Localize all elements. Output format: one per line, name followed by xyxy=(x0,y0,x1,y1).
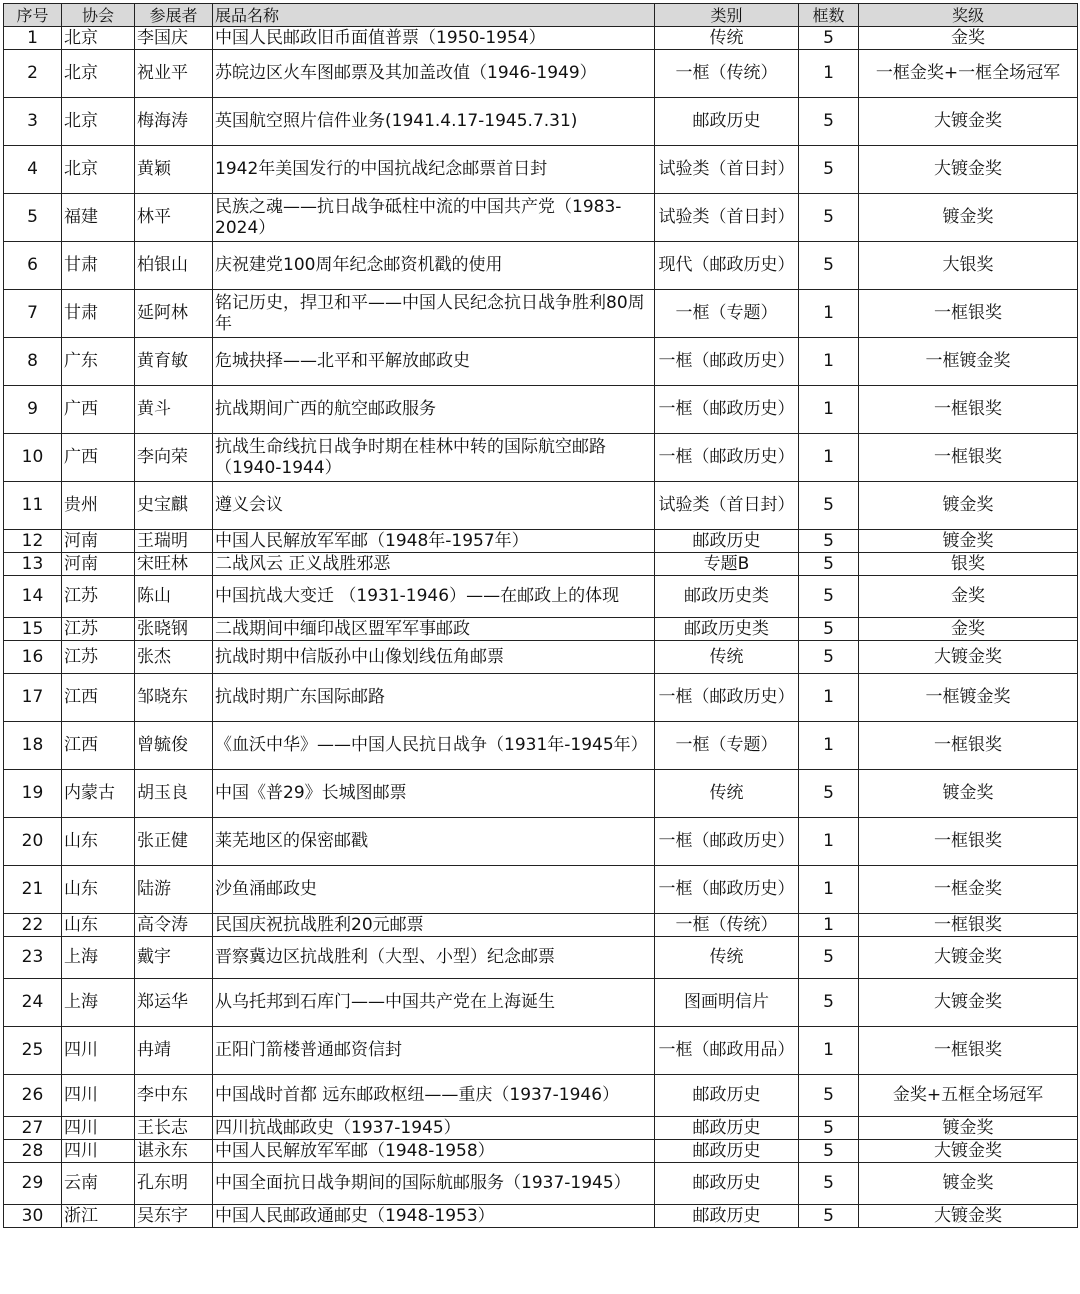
table-row xyxy=(4,576,1078,618)
cell-award: 金奖+五框全场冠军 xyxy=(859,1075,1078,1117)
table-row xyxy=(4,242,1078,290)
cell-exhibit-title: 中国全面抗日战争期间的国际航邮服务（1937-1945） xyxy=(213,1163,655,1205)
cell-index: 9 xyxy=(4,386,62,434)
cell-category: 一框（邮政历史） xyxy=(655,434,799,482)
cell-exhibit-title: 庆祝建党100周年纪念邮资机戳的使用 xyxy=(213,242,655,290)
cell-association: 广西 xyxy=(62,386,135,434)
cell-index: 28 xyxy=(4,1140,62,1163)
cell-index: 19 xyxy=(4,770,62,818)
cell-association: 四川 xyxy=(62,1117,135,1140)
header-frames: 框数 xyxy=(799,4,859,27)
cell-category: 一框（专题） xyxy=(655,290,799,338)
cell-index: 20 xyxy=(4,818,62,866)
cell-index: 11 xyxy=(4,482,62,530)
table-row xyxy=(4,979,1078,1027)
cell-association: 江西 xyxy=(62,674,135,722)
cell-frames: 5 xyxy=(799,576,859,618)
cell-category: 邮政历史 xyxy=(655,1205,799,1228)
cell-award: 镀金奖 xyxy=(859,770,1078,818)
cell-category: 邮政历史 xyxy=(655,1140,799,1163)
cell-frames: 5 xyxy=(799,146,859,194)
cell-award: 镀金奖 xyxy=(859,1163,1078,1205)
cell-frames: 1 xyxy=(799,434,859,482)
table-row xyxy=(4,1163,1078,1205)
cell-association: 江苏 xyxy=(62,576,135,618)
cell-exhibit-title: 中国战时首都 远东邮政枢纽——重庆（1937-1946） xyxy=(213,1075,655,1117)
cell-index: 30 xyxy=(4,1205,62,1228)
cell-award: 一框金奖+一框全场冠军 xyxy=(859,50,1078,98)
cell-frames: 5 xyxy=(799,1117,859,1140)
table-row xyxy=(4,290,1078,338)
cell-award: 一框银奖 xyxy=(859,818,1078,866)
cell-category: 邮政历史类 xyxy=(655,576,799,618)
cell-exhibit-title: 中国人民邮政旧币面值普票（1950-1954） xyxy=(213,27,655,50)
cell-award: 一框镀金奖 xyxy=(859,338,1078,386)
cell-index: 13 xyxy=(4,553,62,576)
table-row xyxy=(4,866,1078,914)
cell-award: 大银奖 xyxy=(859,242,1078,290)
cell-exhibitor: 谌永东 xyxy=(135,1140,213,1163)
cell-award: 大镀金奖 xyxy=(859,146,1078,194)
cell-frames: 1 xyxy=(799,50,859,98)
cell-award: 大镀金奖 xyxy=(859,1140,1078,1163)
table-row xyxy=(4,818,1078,866)
cell-exhibit-title: 铭记历史，捍卫和平——中国人民纪念抗日战争胜利80周年 xyxy=(213,290,655,338)
cell-award: 金奖 xyxy=(859,576,1078,618)
cell-frames: 5 xyxy=(799,641,859,674)
cell-exhibit-title: 民族之魂——抗日战争砥柱中流的中国共产党（1983-2024） xyxy=(213,194,655,242)
cell-award: 大镀金奖 xyxy=(859,979,1078,1027)
table-row xyxy=(4,194,1078,242)
cell-exhibitor: 史宝麒 xyxy=(135,482,213,530)
cell-category: 邮政历史 xyxy=(655,1075,799,1117)
cell-category: 一框（邮政历史） xyxy=(655,818,799,866)
cell-index: 4 xyxy=(4,146,62,194)
cell-index: 25 xyxy=(4,1027,62,1075)
cell-association: 浙江 xyxy=(62,1205,135,1228)
cell-association: 江苏 xyxy=(62,641,135,674)
cell-exhibit-title: 从乌托邦到石库门——中国共产党在上海诞生 xyxy=(213,979,655,1027)
cell-association: 江西 xyxy=(62,722,135,770)
cell-exhibitor: 陆游 xyxy=(135,866,213,914)
cell-association: 上海 xyxy=(62,979,135,1027)
cell-index: 16 xyxy=(4,641,62,674)
cell-frames: 5 xyxy=(799,618,859,641)
cell-exhibit-title: 抗战期间广西的航空邮政服务 xyxy=(213,386,655,434)
cell-category: 试验类（首日封） xyxy=(655,146,799,194)
cell-exhibit-title: 危城抉择——北平和平解放邮政史 xyxy=(213,338,655,386)
cell-award: 金奖 xyxy=(859,27,1078,50)
cell-association: 内蒙古 xyxy=(62,770,135,818)
table-row xyxy=(4,553,1078,576)
cell-frames: 5 xyxy=(799,1163,859,1205)
table-row xyxy=(4,914,1078,937)
cell-frames: 1 xyxy=(799,290,859,338)
cell-exhibitor: 邹晓东 xyxy=(135,674,213,722)
cell-award: 一框银奖 xyxy=(859,1027,1078,1075)
cell-exhibit-title: 二战期间中缅印战区盟军军事邮政 xyxy=(213,618,655,641)
cell-exhibitor: 梅海涛 xyxy=(135,98,213,146)
cell-exhibitor: 郑运华 xyxy=(135,979,213,1027)
cell-index: 5 xyxy=(4,194,62,242)
cell-exhibit-title: 中国人民解放军军邮（1948-1958） xyxy=(213,1140,655,1163)
table-row xyxy=(4,641,1078,674)
cell-association: 四川 xyxy=(62,1075,135,1117)
cell-frames: 5 xyxy=(799,1205,859,1228)
cell-award: 一框银奖 xyxy=(859,434,1078,482)
header-exhibitor: 参展者 xyxy=(135,4,213,27)
cell-frames: 5 xyxy=(799,530,859,553)
cell-frames: 1 xyxy=(799,674,859,722)
cell-index: 7 xyxy=(4,290,62,338)
header-exhibit-title: 展品名称 xyxy=(213,4,655,27)
table-row xyxy=(4,50,1078,98)
cell-frames: 1 xyxy=(799,338,859,386)
table-row xyxy=(4,530,1078,553)
cell-index: 10 xyxy=(4,434,62,482)
cell-award: 一框银奖 xyxy=(859,722,1078,770)
cell-exhibit-title: 抗战生命线抗日战争时期在桂林中转的国际航空邮路（1940-1944） xyxy=(213,434,655,482)
cell-category: 现代（邮政历史） xyxy=(655,242,799,290)
cell-exhibit-title: 1942年美国发行的中国抗战纪念邮票首日封 xyxy=(213,146,655,194)
table-row xyxy=(4,1205,1078,1228)
header-row xyxy=(4,4,1078,27)
cell-exhibit-title: 《血沃中华》——中国人民抗日战争（1931年-1945年） xyxy=(213,722,655,770)
cell-exhibitor: 王瑞明 xyxy=(135,530,213,553)
cell-exhibit-title: 中国人民邮政通邮史（1948-1953） xyxy=(213,1205,655,1228)
header-association: 协会 xyxy=(62,4,135,27)
cell-exhibitor: 祝业平 xyxy=(135,50,213,98)
header-index: 序号 xyxy=(4,4,62,27)
cell-association: 山东 xyxy=(62,818,135,866)
cell-exhibitor: 黄育敏 xyxy=(135,338,213,386)
cell-frames: 5 xyxy=(799,27,859,50)
cell-category: 传统 xyxy=(655,641,799,674)
cell-association: 广东 xyxy=(62,338,135,386)
cell-category: 邮政历史 xyxy=(655,1163,799,1205)
cell-category: 一框（邮政历史） xyxy=(655,338,799,386)
cell-association: 山东 xyxy=(62,914,135,937)
cell-exhibit-title: 沙鱼涌邮政史 xyxy=(213,866,655,914)
cell-exhibit-title: 莱芜地区的保密邮戳 xyxy=(213,818,655,866)
cell-award: 大镀金奖 xyxy=(859,98,1078,146)
cell-award: 一框银奖 xyxy=(859,914,1078,937)
cell-award: 金奖 xyxy=(859,618,1078,641)
cell-category: 传统 xyxy=(655,27,799,50)
cell-association: 北京 xyxy=(62,27,135,50)
cell-frames: 1 xyxy=(799,722,859,770)
cell-category: 一框（邮政用品） xyxy=(655,1027,799,1075)
cell-index: 12 xyxy=(4,530,62,553)
cell-exhibit-title: 二战风云 正义战胜邪恶 xyxy=(213,553,655,576)
cell-exhibitor: 李向荣 xyxy=(135,434,213,482)
cell-category: 邮政历史类 xyxy=(655,618,799,641)
cell-award: 银奖 xyxy=(859,553,1078,576)
cell-exhibit-title: 中国人民解放军军邮（1948年-1957年） xyxy=(213,530,655,553)
cell-index: 17 xyxy=(4,674,62,722)
cell-category: 邮政历史 xyxy=(655,98,799,146)
table-row xyxy=(4,434,1078,482)
table-row xyxy=(4,722,1078,770)
cell-award: 大镀金奖 xyxy=(859,641,1078,674)
cell-award: 镀金奖 xyxy=(859,194,1078,242)
cell-exhibitor: 高令涛 xyxy=(135,914,213,937)
cell-frames: 5 xyxy=(799,770,859,818)
cell-category: 一框（邮政历史） xyxy=(655,674,799,722)
cell-exhibitor: 李国庆 xyxy=(135,27,213,50)
cell-index: 22 xyxy=(4,914,62,937)
cell-association: 河南 xyxy=(62,530,135,553)
cell-exhibitor: 张杰 xyxy=(135,641,213,674)
cell-association: 四川 xyxy=(62,1140,135,1163)
cell-association: 北京 xyxy=(62,98,135,146)
cell-exhibit-title: 抗战时期中信版孙中山像划线伍角邮票 xyxy=(213,641,655,674)
cell-award: 一框银奖 xyxy=(859,386,1078,434)
cell-frames: 1 xyxy=(799,818,859,866)
cell-association: 甘肃 xyxy=(62,290,135,338)
cell-index: 18 xyxy=(4,722,62,770)
cell-frames: 1 xyxy=(799,866,859,914)
cell-association: 广西 xyxy=(62,434,135,482)
cell-exhibit-title: 抗战时期广东国际邮路 xyxy=(213,674,655,722)
table-row xyxy=(4,338,1078,386)
cell-association: 河南 xyxy=(62,553,135,576)
cell-category: 专题B xyxy=(655,553,799,576)
cell-frames: 5 xyxy=(799,979,859,1027)
cell-index: 27 xyxy=(4,1117,62,1140)
table-row xyxy=(4,482,1078,530)
table-row xyxy=(4,27,1078,50)
cell-association: 北京 xyxy=(62,50,135,98)
cell-frames: 5 xyxy=(799,553,859,576)
cell-frames: 1 xyxy=(799,914,859,937)
cell-category: 一框（传统） xyxy=(655,50,799,98)
cell-exhibit-title: 民国庆祝抗战胜利20元邮票 xyxy=(213,914,655,937)
cell-category: 邮政历史 xyxy=(655,1117,799,1140)
cell-exhibit-title: 四川抗战邮政史（1937-1945） xyxy=(213,1117,655,1140)
table-row xyxy=(4,1140,1078,1163)
cell-frames: 1 xyxy=(799,386,859,434)
table-row xyxy=(4,674,1078,722)
cell-index: 15 xyxy=(4,618,62,641)
table-row xyxy=(4,1027,1078,1075)
cell-category: 试验类（首日封） xyxy=(655,482,799,530)
cell-frames: 5 xyxy=(799,98,859,146)
cell-frames: 1 xyxy=(799,1027,859,1075)
cell-category: 一框（传统） xyxy=(655,914,799,937)
cell-exhibit-title: 晋察冀边区抗战胜利（大型、小型）纪念邮票 xyxy=(213,937,655,979)
award-table xyxy=(3,3,1078,1228)
cell-frames: 5 xyxy=(799,937,859,979)
cell-index: 26 xyxy=(4,1075,62,1117)
cell-exhibitor: 孔东明 xyxy=(135,1163,213,1205)
cell-exhibit-title: 遵义会议 xyxy=(213,482,655,530)
cell-frames: 5 xyxy=(799,194,859,242)
cell-award: 镀金奖 xyxy=(859,530,1078,553)
cell-exhibitor: 曾毓俊 xyxy=(135,722,213,770)
table-row xyxy=(4,1075,1078,1117)
cell-exhibit-title: 正阳门箭楼普通邮资信封 xyxy=(213,1027,655,1075)
cell-index: 29 xyxy=(4,1163,62,1205)
table-row xyxy=(4,98,1078,146)
header-category: 类别 xyxy=(655,4,799,27)
cell-category: 邮政历史 xyxy=(655,530,799,553)
cell-exhibitor: 延阿林 xyxy=(135,290,213,338)
cell-award: 大镀金奖 xyxy=(859,937,1078,979)
cell-association: 福建 xyxy=(62,194,135,242)
cell-exhibit-title: 中国抗战大变迁 （1931-1946）——在邮政上的体现 xyxy=(213,576,655,618)
table-row xyxy=(4,1117,1078,1140)
cell-category: 传统 xyxy=(655,770,799,818)
table-row xyxy=(4,937,1078,979)
cell-award: 一框银奖 xyxy=(859,290,1078,338)
cell-association: 上海 xyxy=(62,937,135,979)
cell-exhibitor: 宋旺林 xyxy=(135,553,213,576)
cell-exhibitor: 冉靖 xyxy=(135,1027,213,1075)
cell-frames: 5 xyxy=(799,1140,859,1163)
cell-category: 图画明信片 xyxy=(655,979,799,1027)
cell-award: 镀金奖 xyxy=(859,482,1078,530)
cell-exhibit-title: 中国《普29》长城图邮票 xyxy=(213,770,655,818)
table-row xyxy=(4,618,1078,641)
cell-association: 云南 xyxy=(62,1163,135,1205)
cell-association: 山东 xyxy=(62,866,135,914)
cell-index: 6 xyxy=(4,242,62,290)
cell-frames: 5 xyxy=(799,242,859,290)
cell-exhibitor: 王长志 xyxy=(135,1117,213,1140)
cell-exhibitor: 林平 xyxy=(135,194,213,242)
cell-exhibitor: 黄斗 xyxy=(135,386,213,434)
header-award: 奖级 xyxy=(859,4,1078,27)
cell-award: 一框金奖 xyxy=(859,866,1078,914)
cell-index: 8 xyxy=(4,338,62,386)
cell-association: 江苏 xyxy=(62,618,135,641)
cell-exhibitor: 张晓钢 xyxy=(135,618,213,641)
cell-category: 试验类（首日封） xyxy=(655,194,799,242)
table-row xyxy=(4,386,1078,434)
cell-exhibit-title: 苏皖边区火车图邮票及其加盖改值（1946-1949） xyxy=(213,50,655,98)
cell-category: 一框（专题） xyxy=(655,722,799,770)
cell-association: 北京 xyxy=(62,146,135,194)
cell-association: 四川 xyxy=(62,1027,135,1075)
cell-index: 3 xyxy=(4,98,62,146)
cell-exhibitor: 李中东 xyxy=(135,1075,213,1117)
table-row xyxy=(4,770,1078,818)
cell-association: 贵州 xyxy=(62,482,135,530)
cell-exhibitor: 陈山 xyxy=(135,576,213,618)
cell-category: 一框（邮政历史） xyxy=(655,866,799,914)
cell-exhibitor: 黄颖 xyxy=(135,146,213,194)
cell-exhibitor: 胡玉良 xyxy=(135,770,213,818)
cell-exhibit-title: 英国航空照片信件业务(1941.4.17-1945.7.31) xyxy=(213,98,655,146)
cell-index: 24 xyxy=(4,979,62,1027)
cell-category: 一框（邮政历史） xyxy=(655,386,799,434)
cell-exhibitor: 柏银山 xyxy=(135,242,213,290)
cell-frames: 5 xyxy=(799,482,859,530)
cell-index: 21 xyxy=(4,866,62,914)
cell-exhibitor: 张正健 xyxy=(135,818,213,866)
cell-index: 23 xyxy=(4,937,62,979)
cell-association: 甘肃 xyxy=(62,242,135,290)
cell-award: 一框镀金奖 xyxy=(859,674,1078,722)
cell-award: 镀金奖 xyxy=(859,1117,1078,1140)
cell-frames: 5 xyxy=(799,1075,859,1117)
cell-category: 传统 xyxy=(655,937,799,979)
table-row xyxy=(4,146,1078,194)
cell-award: 大镀金奖 xyxy=(859,1205,1078,1228)
cell-index: 1 xyxy=(4,27,62,50)
cell-exhibitor: 戴宇 xyxy=(135,937,213,979)
cell-exhibitor: 吴东宇 xyxy=(135,1205,213,1228)
cell-index: 14 xyxy=(4,576,62,618)
cell-index: 2 xyxy=(4,50,62,98)
